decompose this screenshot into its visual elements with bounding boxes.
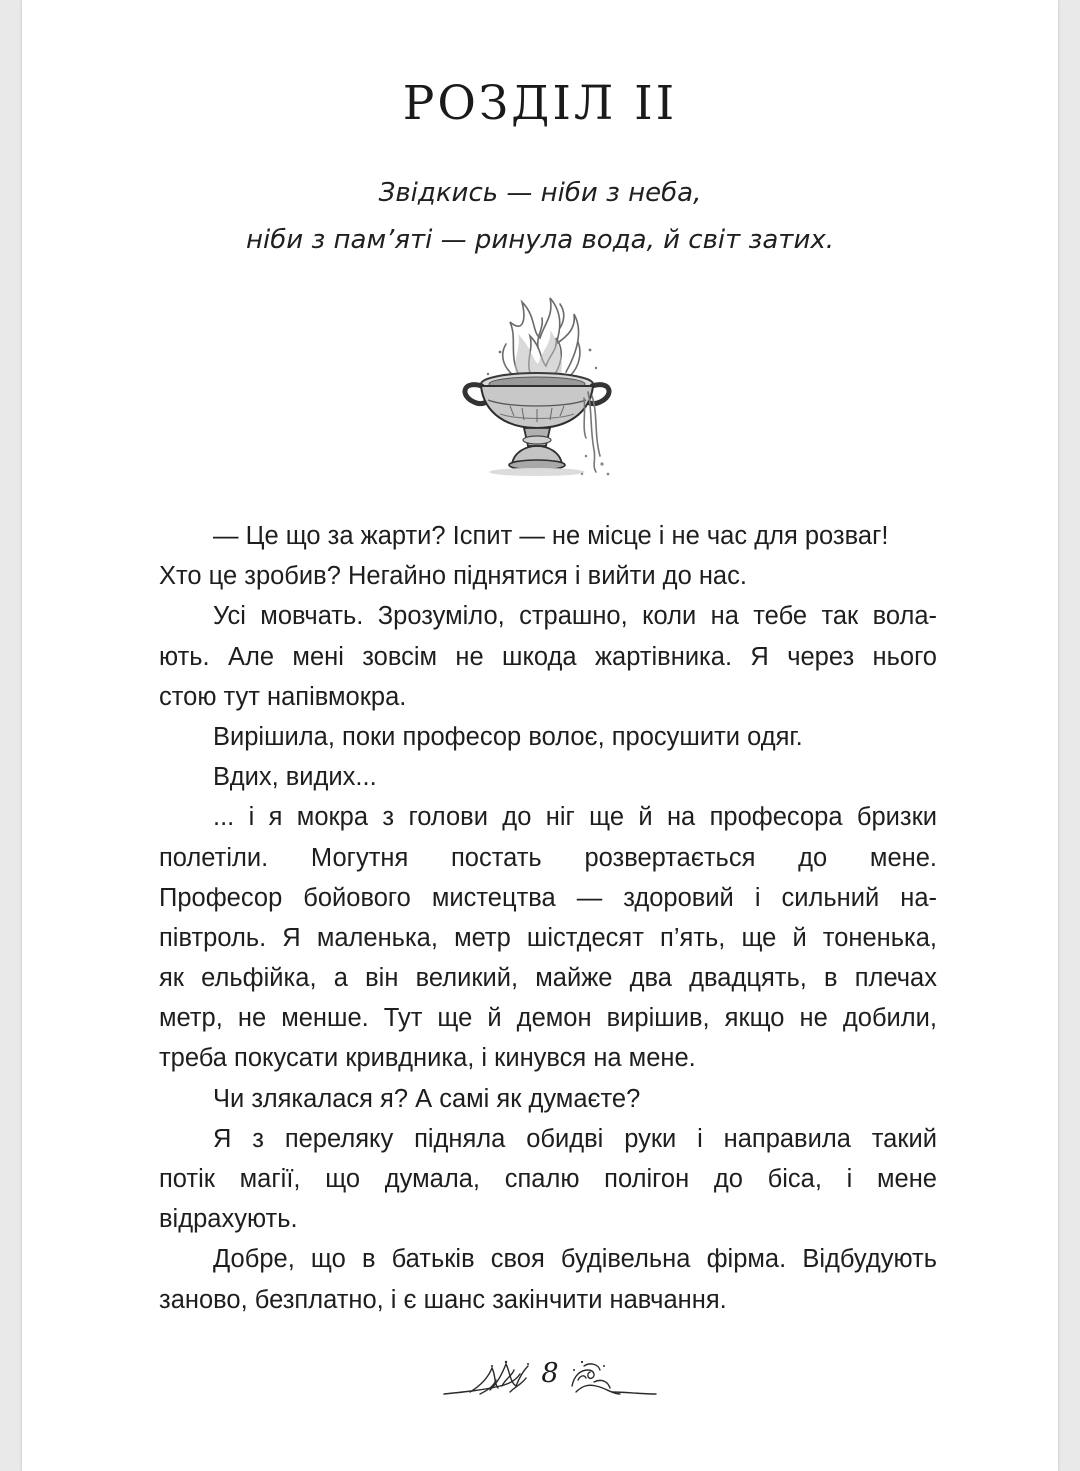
epigraph-line-1: Звідкись — ніби з неба, [378,178,702,208]
text-line: Я з переляку підняла обидві руки і направила такий [213,1124,937,1153]
body-text [159,516,937,1320]
text-line: Вдих, видих... [213,763,377,792]
text-line: ... і я мокра з голови до ніг ще й на професора бризки [213,803,937,832]
epigraph [22,170,1058,264]
text-line: полетіли. Могутня постать розвертається до мене. [159,843,937,872]
text-line: Усі мовчать. Зрозуміло, страшно, коли на тебе так вола- [213,602,937,631]
epigraph-line-2: ніби з пам’яті — ринула вода, й світ затих. [246,225,834,255]
text-line: Чи злякалася я? А самі як думаєте? [213,1084,641,1113]
book-page [22,0,1058,1471]
wave-ornament-icon [568,1356,660,1400]
text-line: Професор бойового мистецтва — здоровий і сильний на- [159,883,937,912]
text-line: півтроль. Я маленька, метр шістдесят п’ять, ще й тоненька, [159,923,937,952]
chapter-title: РОЗДІЛ ІІ [402,76,678,131]
text-line: Вирішила, поки професор волоє, просушити одяг. [213,722,803,751]
text-line: стою тут напівмокра. [159,682,407,711]
text-line: Хто це зробив? Негайно піднятися і вийти до нас. [159,562,747,591]
wave-ornament-icon [440,1356,532,1400]
text-line: метр, не менше. Тут ще й демон вирішив, якщо не добили, [159,1004,937,1033]
page-number: 8 [541,1358,559,1389]
text-line: заново, безплатно, і є шанс закінчити навчання. [159,1285,727,1314]
text-line: треба покусати кривдника, і кинувся на мене. [159,1044,696,1073]
flaming-chalice-icon [452,288,622,480]
text-line: ють. Але мені зовсім не шкода жартівника. Я через нього [159,642,937,671]
text-line: Добре, що в батьків своя будівельна фірма. Відбудують [213,1245,937,1274]
text-line: потік магії, що думала, спалю полігон до біса, і мене [159,1165,937,1193]
text-line: — Це що за жарти? Іспит — не місце і не час для розваг! [213,522,889,550]
text-line: як ельфійка, а він великий, майже два двадцять, в плечах [159,964,937,993]
page-footer [440,1356,660,1400]
text-line: відрахують. [159,1205,298,1234]
